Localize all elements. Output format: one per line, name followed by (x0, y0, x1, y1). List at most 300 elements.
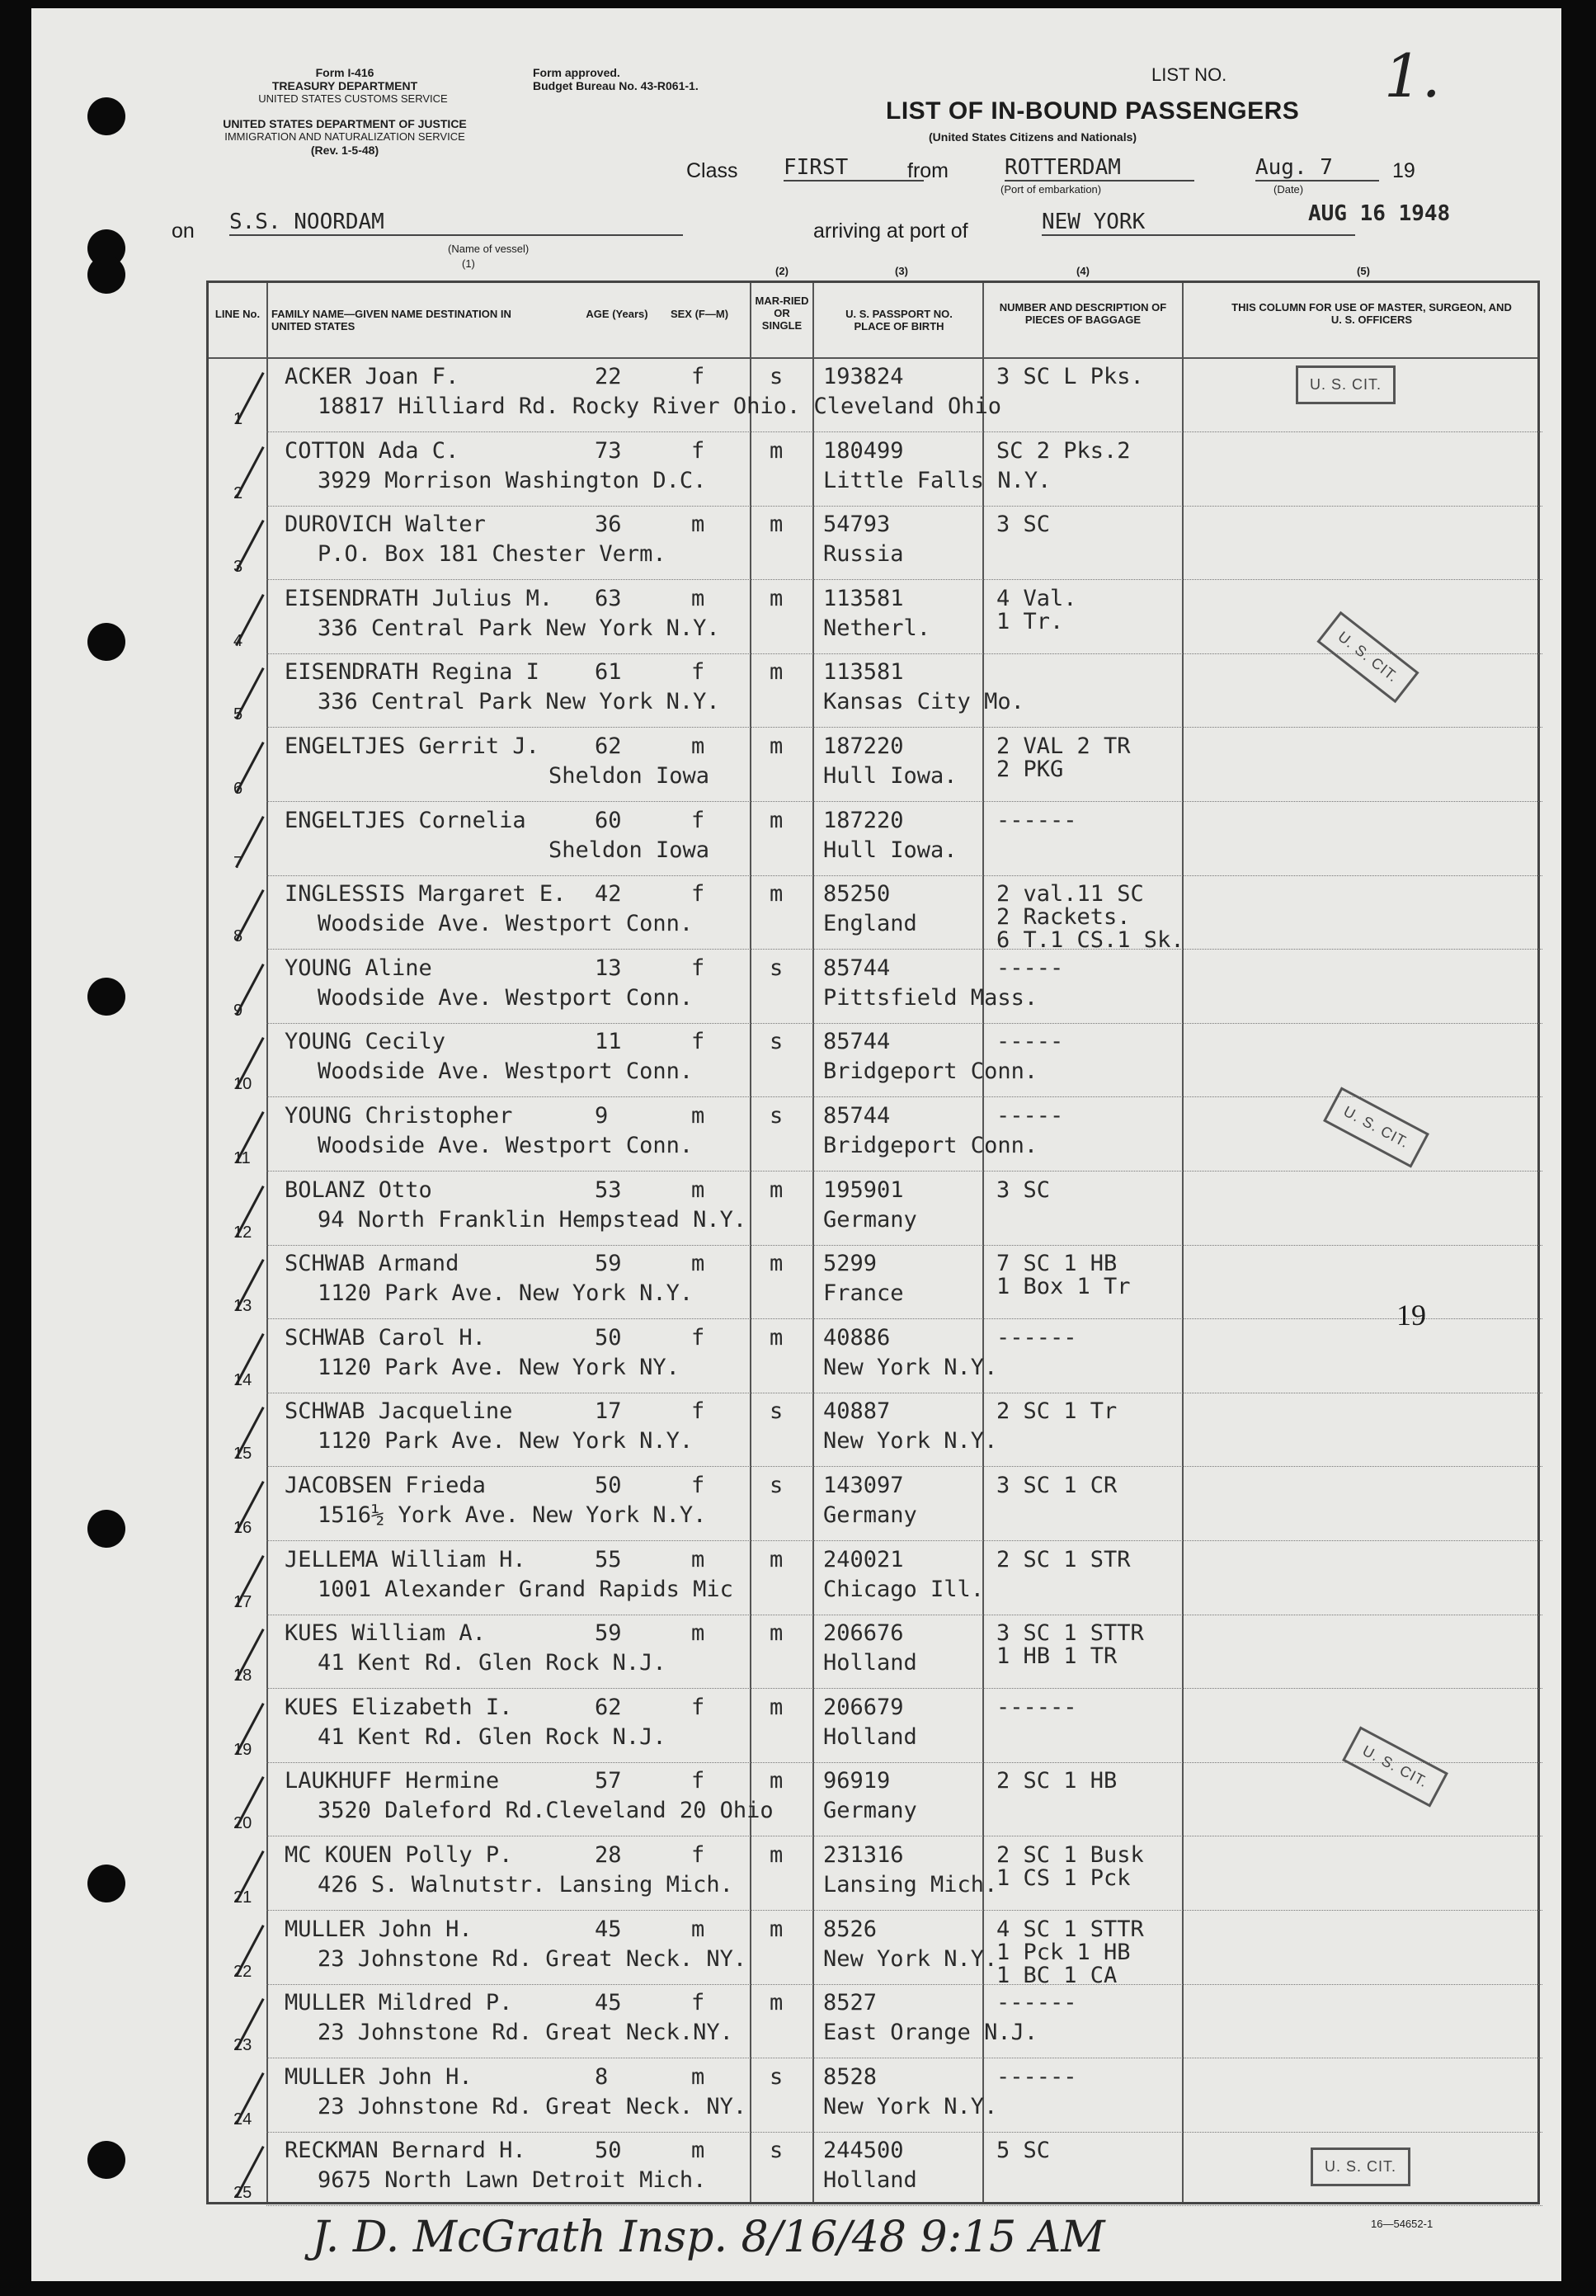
check-mark-icon (235, 1776, 269, 1831)
passport-number: 143097 (823, 1473, 904, 1498)
baggage-line: 7 SC 1 HB (996, 1251, 1118, 1277)
baggage-line: 2 VAL 2 TR (996, 733, 1131, 759)
line-number: 9 (233, 1001, 243, 1020)
line-number: 1 (233, 410, 243, 428)
passenger-sex: f (691, 1694, 705, 1720)
passenger-marital: m (770, 1842, 784, 1868)
revision: (Rev. 1-5-48) (310, 144, 379, 157)
passenger-sex: f (691, 1398, 705, 1425)
passport-number: 244500 (823, 2138, 904, 2164)
col-age: AGE (Years) (586, 308, 648, 320)
passenger-sex: m (691, 1546, 705, 1572)
check-mark-icon (235, 1111, 269, 1166)
passenger-sex: f (691, 364, 705, 389)
birth-place: Kansas City Mo. (823, 689, 1024, 715)
passenger-marital: s (770, 1029, 784, 1055)
check-mark-icon (235, 1850, 269, 1905)
passenger-age: 36 (595, 512, 622, 538)
passenger-sex: f (691, 1029, 705, 1055)
table-row (209, 1468, 1542, 1542)
passenger-marital: m (770, 659, 784, 686)
passenger-marital: m (770, 733, 784, 759)
baggage-line: ------ (996, 1694, 1077, 1720)
baggage-line: 1 Box 1 Tr (996, 1274, 1131, 1300)
birth-place: Bridgeport Conn. (823, 1133, 1038, 1158)
table-row (209, 507, 1542, 581)
passenger-name: YOUNG Christopher (285, 1103, 513, 1129)
check-mark-icon (235, 816, 269, 870)
passenger-age: 57 (595, 1768, 622, 1794)
passenger-age: 50 (595, 1324, 622, 1351)
line-number: 10 (233, 1075, 252, 1094)
birth-place: France (823, 1280, 904, 1307)
passport-number: 40886 (823, 1324, 891, 1351)
check-mark-icon (235, 1037, 269, 1091)
line-number: 23 (233, 2036, 252, 2055)
from-value: ROTTERDAM (1005, 155, 1194, 182)
passenger-destination: Woodside Ave. Westport Conn. (318, 1133, 694, 1158)
baggage-line: 2 SC 1 STR (996, 1546, 1131, 1572)
passport-number: 85744 (823, 1029, 891, 1055)
passport-number: 113581 (823, 585, 904, 611)
baggage-line: 2 val.11 SC (996, 881, 1144, 908)
passenger-age: 17 (595, 1398, 622, 1425)
check-mark-icon (235, 594, 269, 648)
birth-place: England (823, 911, 917, 937)
passenger-marital: m (770, 1176, 784, 1203)
birth-place: Hull Iowa. (823, 763, 958, 789)
passenger-age: 45 (595, 1990, 622, 2016)
line-number: 2 (233, 483, 243, 502)
arrival-date-stamp: AUG 16 1948 (1308, 201, 1451, 226)
birth-place: Lansing Mich. (823, 1872, 998, 1898)
birth-place: Pittsfield Mass. (823, 984, 1038, 1011)
col-sex: SEX (F—M) (670, 308, 729, 320)
baggage-line: 3 SC (996, 1176, 1051, 1203)
us-cit-stamp: U. S. CIT. (1316, 611, 1419, 704)
passport-number: 8527 (823, 1990, 878, 2016)
passenger-age: 62 (595, 1694, 622, 1720)
check-mark-icon (235, 1186, 269, 1240)
table-row (209, 654, 1542, 728)
passenger-marital: m (770, 1620, 784, 1647)
punch-hole (87, 2141, 125, 2179)
passenger-age: 73 (595, 437, 622, 464)
check-mark-icon (235, 1259, 269, 1313)
passenger-name: INGLESSIS Margaret E. (285, 881, 567, 908)
table-row (209, 728, 1542, 803)
us-cit-stamp: U. S. CIT. (1323, 1087, 1429, 1167)
passenger-name: MULLER John H. (285, 1916, 473, 1942)
baggage-line: 3 SC 1 CR (996, 1473, 1118, 1498)
check-mark-icon (235, 667, 269, 722)
passenger-sex: m (691, 1176, 705, 1203)
passenger-destination: 18817 Hilliard Rd. Rocky River Ohio. Cleveland Ohio (318, 394, 1002, 419)
baggage-line: 1 CS 1 Pck (996, 1865, 1131, 1891)
baggage-line: 5 SC (996, 2138, 1051, 2164)
passenger-age: 60 (595, 807, 622, 833)
passenger-age: 53 (595, 1176, 622, 1203)
table-row (209, 1690, 1542, 1764)
form-code: 16—54652-1 (1371, 2218, 1434, 2230)
passenger-age: 59 (595, 1620, 622, 1647)
passenger-destination: 1120 Park Ave. New York N.Y. (318, 1280, 694, 1307)
col-officers: THIS COLUMN FOR USE OF MASTER, SURGEON, AND U. S. OFFICERS (1231, 301, 1512, 326)
passenger-destination: 336 Central Park New York N.Y. (318, 615, 720, 641)
arriving-label: arriving at port of (813, 219, 968, 243)
passport-number: 187220 (823, 807, 904, 833)
check-mark-icon (235, 1333, 269, 1388)
passenger-destination: 3929 Morrison Washington D.C. (318, 467, 707, 493)
us-cit-stamp: U. S. CIT. (1296, 365, 1396, 404)
passenger-marital: s (770, 1398, 784, 1425)
table-row (209, 1172, 1542, 1247)
list-no-value: 1. (1384, 41, 1441, 111)
passenger-name: KUES William A. (285, 1620, 486, 1647)
inspector-signature: J. D. McGrath Insp. 8/16/48 9:15 AM (312, 2213, 1105, 2262)
dept-ins: IMMIGRATION AND NATURALIZATION SERVICE (224, 130, 465, 143)
line-number: 7 (233, 853, 243, 872)
passenger-age: 13 (595, 955, 622, 981)
passenger-destination: 1516½ York Ave. New York N.Y. (318, 1502, 707, 1528)
page-subtitle: (United States Citizens and Nationals) (929, 130, 1137, 144)
passenger-marital: m (770, 1768, 784, 1794)
table-row (209, 433, 1542, 507)
passenger-sex: f (691, 659, 705, 686)
birth-place: New York N.Y. (823, 2093, 998, 2119)
margin-note: 19 (1396, 1299, 1426, 1332)
passport-number: 206676 (823, 1620, 904, 1647)
passenger-destination: 23 Johnstone Rd. Great Neck.NY. (318, 2020, 733, 2046)
birth-place: Germany (823, 1502, 917, 1528)
passenger-destination: 41 Kent Rd. Glen Rock N.J. (318, 1650, 666, 1676)
dept-customs: UNITED STATES CUSTOMS SERVICE (258, 92, 448, 105)
passenger-destination: Sheldon Iowa (548, 837, 710, 863)
date-note: (Date) (1274, 183, 1304, 196)
check-mark-icon (235, 2072, 269, 2127)
baggage-line: ------ (996, 807, 1077, 833)
check-mark-icon (235, 2146, 269, 2200)
birth-place: Germany (823, 1798, 917, 1824)
passport-number: 187220 (823, 733, 904, 759)
line-number: 17 (233, 1592, 252, 1611)
passenger-sex: m (691, 2138, 705, 2164)
passenger-destination: P.O. Box 181 Chester Verm. (318, 541, 666, 568)
passport-number: 240021 (823, 1546, 904, 1572)
birth-place: Russia (823, 541, 904, 568)
sailing-year-prefix: 19 (1392, 159, 1415, 182)
passenger-destination: 94 North Franklin Hempstead N.Y. (318, 1206, 747, 1233)
passenger-destination: 23 Johnstone Rd. Great Neck. NY. (318, 1945, 747, 1972)
baggage-line: 3 SC L Pks. (996, 364, 1144, 389)
col-name: FAMILY NAME—GIVEN NAME DESTINATION IN UNITED STATES (271, 308, 511, 332)
passenger-sex: f (691, 1842, 705, 1868)
baggage-line: 4 SC 1 STTR (996, 1916, 1144, 1942)
baggage-line: ----- (996, 1029, 1064, 1055)
passenger-name: ENGELTJES Gerrit J. (285, 733, 539, 759)
passenger-name: BOLANZ Otto (285, 1176, 432, 1203)
passenger-marital: s (770, 2138, 784, 2164)
passenger-age: 9 (595, 1103, 609, 1129)
table-row (209, 950, 1542, 1025)
passport-number: 85744 (823, 955, 891, 981)
birth-place: Chicago Ill. (823, 1576, 985, 1602)
passenger-marital: m (770, 1990, 784, 2016)
passenger-marital: m (770, 437, 784, 464)
passenger-age: 45 (595, 1916, 622, 1942)
baggage-line: 2 SC 1 HB (996, 1768, 1118, 1794)
passport-number: 113581 (823, 659, 904, 686)
birth-place: Holland (823, 1650, 917, 1676)
passenger-name: MULLER John H. (285, 2063, 473, 2090)
passenger-sex: f (691, 807, 705, 833)
check-mark-icon (235, 1407, 269, 1461)
passenger-age: 61 (595, 659, 622, 686)
passenger-age: 8 (595, 2063, 609, 2090)
list-no-label: LIST NO. (1151, 64, 1227, 85)
col-num-3: (3) (895, 265, 908, 277)
passenger-marital: m (770, 881, 784, 908)
check-mark-icon (235, 742, 269, 796)
passenger-name: JACOBSEN Frieda (285, 1473, 486, 1498)
baggage-line: ----- (996, 1103, 1064, 1129)
birth-place: Germany (823, 1206, 917, 1233)
passenger-destination: 3520 Daleford Rd.Cleveland 20 Ohio (318, 1798, 774, 1824)
baggage-line: ----- (996, 955, 1064, 981)
passenger-destination: 336 Central Park New York N.Y. (318, 689, 720, 715)
birth-place: Holland (823, 2167, 917, 2194)
passport-number: 193824 (823, 364, 904, 389)
from-label: from (907, 159, 949, 182)
passport-number: 54793 (823, 512, 891, 538)
line-number: 14 (233, 1370, 252, 1389)
passenger-sex: m (691, 585, 705, 611)
passenger-destination: 1120 Park Ave. New York NY. (318, 1354, 680, 1380)
class-value: FIRST (784, 155, 924, 182)
passenger-name: KUES Elizabeth I. (285, 1694, 513, 1720)
passenger-sex: f (691, 1990, 705, 2016)
line-number: 22 (233, 1962, 252, 1981)
line-number: 3 (233, 558, 243, 577)
passport-number: 206679 (823, 1694, 904, 1720)
line-number: 8 (233, 927, 243, 946)
passenger-name: RECKMAN Bernard H. (285, 2138, 526, 2164)
vessel-name: S.S. NOORDAM (229, 210, 683, 236)
passenger-name: SCHWAB Carol H. (285, 1324, 486, 1351)
baggage-line: 2 Rackets. (996, 904, 1131, 931)
passenger-age: 28 (595, 1842, 622, 1868)
passenger-marital: m (770, 807, 784, 833)
birth-place: Holland (823, 1723, 917, 1750)
table-row (209, 1393, 1542, 1468)
birth-place: Netherl. (823, 615, 931, 641)
form-approved: Form approved. (533, 66, 620, 79)
passenger-name: COTTON Ada C. (285, 437, 459, 464)
passenger-name: SCHWAB Armand (285, 1251, 459, 1277)
passenger-destination: 426 S. Walnutstr. Lansing Mich. (318, 1872, 733, 1898)
punch-hole (87, 1865, 125, 1902)
baggage-line: ------ (996, 2063, 1077, 2090)
us-cit-stamp: U. S. CIT. (1311, 2147, 1410, 2186)
passenger-name: LAUKHUFF Hermine (285, 1768, 500, 1794)
passenger-age: 59 (595, 1251, 622, 1277)
passenger-marital: m (770, 1916, 784, 1942)
check-mark-icon (235, 520, 269, 574)
passport-number: 180499 (823, 437, 904, 464)
passenger-age: 50 (595, 1473, 622, 1498)
passenger-destination: 23 Johnstone Rd. Great Neck. NY. (318, 2093, 747, 2119)
passenger-age: 63 (595, 585, 622, 611)
passenger-marital: s (770, 1473, 784, 1498)
col-num-2: (2) (775, 265, 789, 277)
passenger-age: 50 (595, 2138, 622, 2164)
passport-number: 8526 (823, 1916, 878, 1942)
birth-place: Bridgeport Conn. (823, 1058, 1038, 1085)
line-number: 11 (233, 1149, 251, 1167)
passenger-name: MC KOUEN Polly P. (285, 1842, 513, 1868)
check-mark-icon (235, 1703, 269, 1757)
passenger-name: ACKER Joan F. (285, 364, 459, 389)
table-row (209, 1912, 1542, 1986)
check-mark-icon (235, 1555, 269, 1610)
passenger-age: 22 (595, 364, 622, 389)
table-row (209, 1763, 1542, 1837)
punch-hole (87, 1510, 125, 1548)
passenger-sex: m (691, 1251, 705, 1277)
line-number: 20 (233, 1814, 252, 1833)
line-number: 15 (233, 1445, 252, 1464)
baggage-line: ------ (996, 1324, 1077, 1351)
table-row (209, 2059, 1542, 2133)
page-title: LIST OF IN-BOUND PASSENGERS (886, 97, 1300, 125)
class-label: Class (686, 159, 738, 182)
line-number: 4 (233, 631, 243, 650)
check-mark-icon (235, 1925, 269, 1979)
passenger-name: EISENDRATH Julius M. (285, 585, 553, 611)
passport-number: 40887 (823, 1398, 891, 1425)
baggage-line: SC 2 Pks.2 (996, 437, 1131, 464)
col-baggage: NUMBER AND DESCRIPTION OF PIECES OF BAGGAGE (999, 301, 1167, 326)
baggage-line: 1 BC 1 CA (996, 1962, 1118, 1988)
col-num-4: (4) (1076, 265, 1090, 277)
line-number: 6 (233, 780, 243, 798)
passport-number: 85744 (823, 1103, 891, 1129)
baggage-line: ------ (996, 1990, 1077, 2016)
birth-place: New York N.Y. (823, 1354, 998, 1380)
line-number: 12 (233, 1223, 252, 1242)
passport-number: 8528 (823, 2063, 878, 2090)
line-number: 16 (233, 1519, 252, 1537)
passenger-marital: m (770, 1324, 784, 1351)
check-mark-icon (235, 372, 269, 427)
passenger-marital: m (770, 585, 784, 611)
passenger-sex: f (691, 881, 705, 908)
check-mark-icon (235, 889, 269, 944)
baggage-line: 3 SC (996, 512, 1051, 538)
passport-number: 195901 (823, 1176, 904, 1203)
dept-justice: UNITED STATES DEPARTMENT OF JUSTICE (223, 117, 467, 130)
passport-number: 85250 (823, 881, 891, 908)
passenger-sex: f (691, 437, 705, 464)
passenger-sex: m (691, 2063, 705, 2090)
birth-place: New York N.Y. (823, 1945, 998, 1972)
punch-hole (87, 97, 125, 135)
line-number: 25 (233, 2184, 252, 2203)
col-passport: U. S. PASSPORT NO. PLACE OF BIRTH (845, 308, 953, 332)
col-line-no: LINE No. (214, 308, 261, 320)
passenger-sex: f (691, 1324, 705, 1351)
passenger-name: EISENDRATH Regina I (285, 659, 539, 686)
budget-bureau: Budget Bureau No. 43-R061-1. (533, 79, 699, 92)
birth-place: East Orange N.J. (823, 2020, 1038, 2046)
passenger-marital: s (770, 364, 784, 389)
col-num-5: (5) (1357, 265, 1370, 277)
passenger-name: YOUNG Cecily (285, 1029, 446, 1055)
passenger-marital: m (770, 1546, 784, 1572)
col1-note: (1) (462, 257, 475, 270)
punch-hole (87, 256, 125, 294)
table-row (209, 1542, 1542, 1616)
us-cit-stamp: U. S. CIT. (1342, 1726, 1448, 1807)
table-row (209, 803, 1542, 877)
baggage-line: 3 SC 1 STTR (996, 1620, 1144, 1647)
passenger-sex: f (691, 1473, 705, 1498)
birth-place: Hull Iowa. (823, 837, 958, 863)
check-mark-icon (235, 1629, 269, 1683)
passenger-destination: 1120 Park Ave. New York N.Y. (318, 1428, 694, 1454)
passenger-name: ENGELTJES Cornelia (285, 807, 526, 833)
passenger-sex: m (691, 1620, 705, 1647)
form-number: Form I-416 (315, 66, 374, 79)
baggage-line: 1 Pck 1 HB (996, 1939, 1131, 1965)
line-number: 5 (233, 705, 243, 724)
passenger-destination: 41 Kent Rd. Glen Rock N.J. (318, 1723, 666, 1750)
passenger-sex: m (691, 1916, 705, 1942)
passenger-name: JELLEMA William H. (285, 1546, 526, 1572)
passenger-destination: 1001 Alexander Grand Rapids Mic (318, 1576, 733, 1602)
check-mark-icon (235, 1998, 269, 2053)
passenger-sex: m (691, 512, 705, 538)
passenger-destination: Sheldon Iowa (548, 763, 710, 789)
passenger-destination: 9675 North Lawn Detroit Mich. (318, 2167, 707, 2194)
passport-number: 231316 (823, 1842, 904, 1868)
passenger-age: 11 (595, 1029, 622, 1055)
passenger-name: DUROVICH Walter (285, 512, 486, 538)
line-number: 24 (233, 2110, 252, 2129)
vessel-note: (Name of vessel) (448, 243, 530, 255)
sailing-date: Aug. 7 (1255, 155, 1379, 182)
passenger-age: 62 (595, 733, 622, 759)
passenger-name: YOUNG Aline (285, 955, 432, 981)
passenger-destination: Woodside Ave. Westport Conn. (318, 911, 694, 937)
line-number: 19 (233, 1740, 252, 1759)
port-embarkation-note: (Port of embarkation) (1000, 183, 1102, 196)
punch-hole (87, 623, 125, 661)
line-number: 21 (233, 1888, 252, 1907)
baggage-line: 2 SC 1 Tr (996, 1398, 1118, 1425)
passenger-marital: m (770, 1251, 784, 1277)
passenger-sex: m (691, 733, 705, 759)
col-married: MAR-RIED OR SINGLE (755, 295, 809, 332)
passenger-table (206, 265, 1540, 2204)
baggage-line: 2 SC 1 Busk (996, 1842, 1144, 1868)
passenger-age: 42 (595, 881, 622, 908)
on-label: on (172, 219, 195, 243)
table-row (209, 1985, 1542, 2059)
passenger-sex: f (691, 955, 705, 981)
passenger-marital: m (770, 512, 784, 538)
passenger-destination: Woodside Ave. Westport Conn. (318, 1058, 694, 1085)
